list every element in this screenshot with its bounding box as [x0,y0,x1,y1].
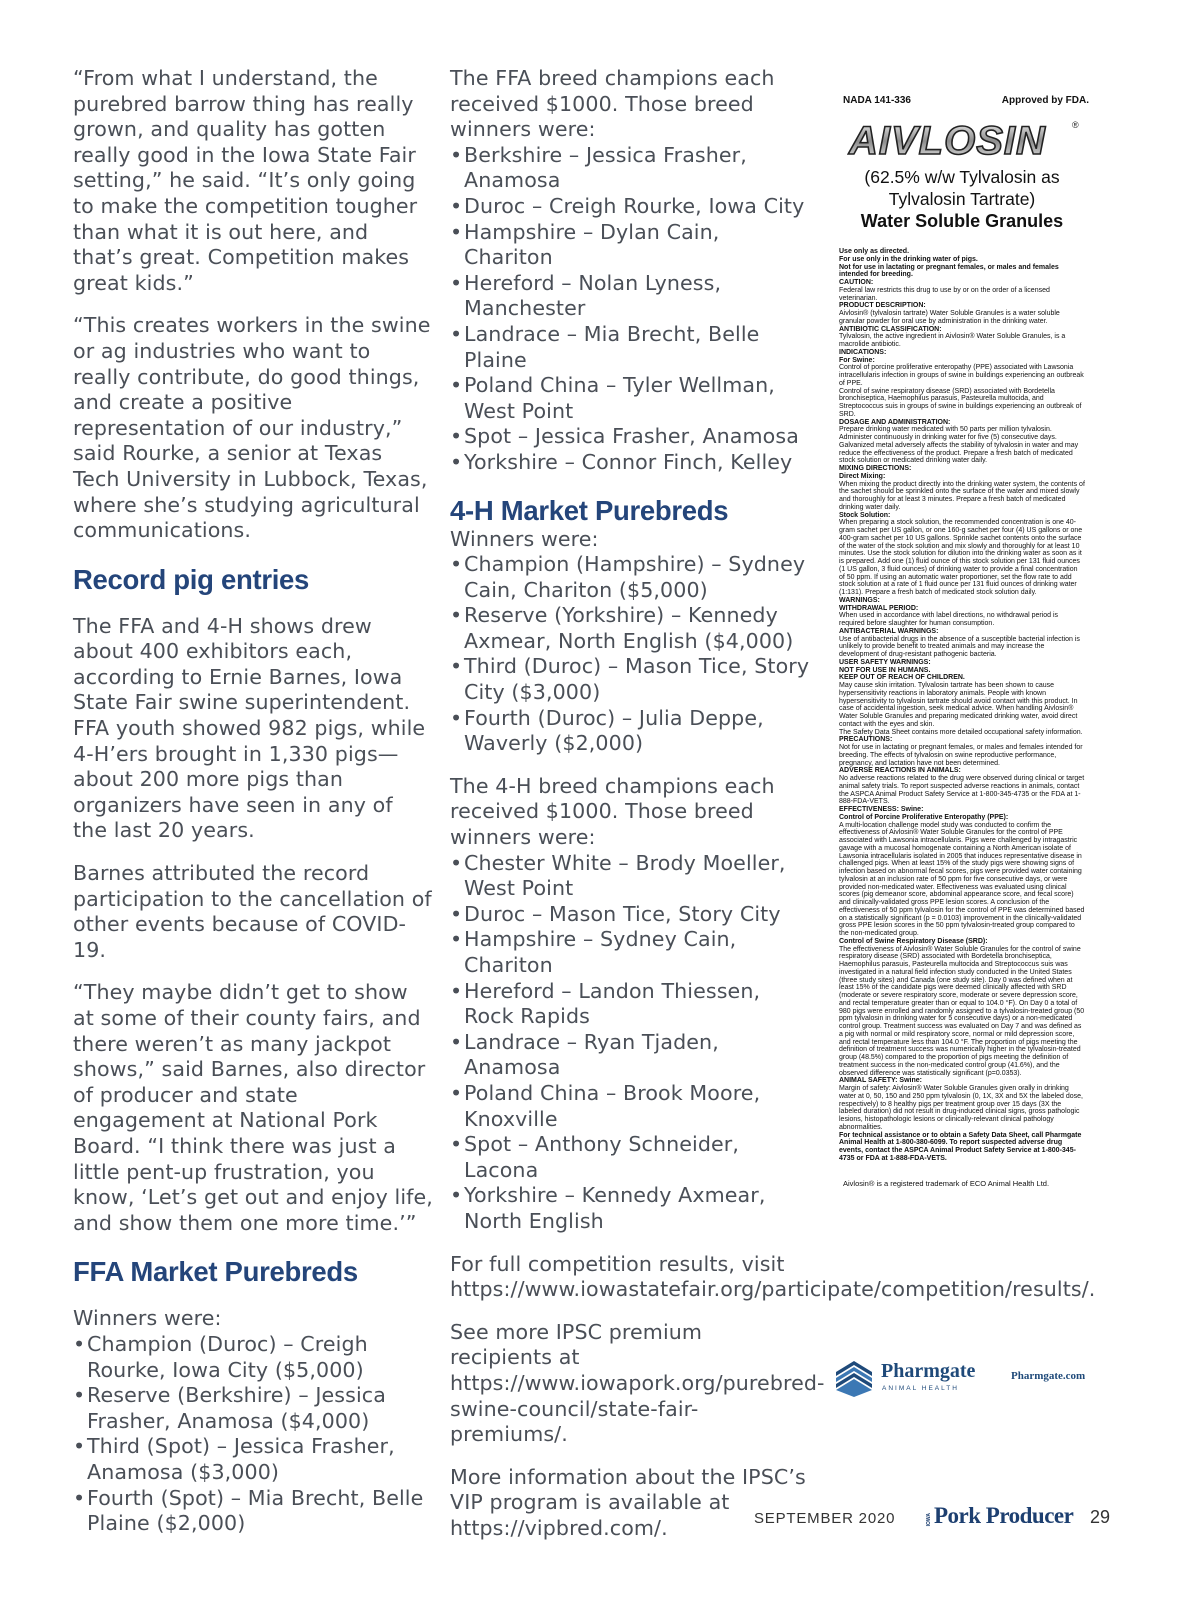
exhibitors-paragraph: The FFA and 4-H shows drew about 400 exhibitors each, according to Ernie Barnes, Iowa State Fair swine superintendent. FFA youth showed 982 pigs, while 4-H’ers brought in 1,330 pigs—about 200 more pigs than organizers have seen in any of the last 20 years. [73,613,426,843]
ad-label-heading: Control of Porcine Proliferative Enteropathy (PPE): [839,813,1009,821]
list-item: • Landrace – Mia Brecht, Belle Plaine [450,322,810,373]
ad-label-line: When preparing a stock solution, the recommended concentration is one 40-gram sachet per US gallon, or one 160-g sachet per four (4) US gallons or one 400-gram sachet per 10 US gallons. Sprinkle sachet contents onto the surface of the water of the stock solution and mix slowly and thoroughly for at least 10 minutes. Use the stock solution for dilution into the drinking water as soon as it is prepared. Add one (1) fluid ounce of this stock solution per 131 fluid ounces (1 US gallon, 3 fluid ounces) of drinking water to provide a final concentration of 50 ppm. If using an automatic water proportioner, set the flow rate to add stock solution at a rate of 1 fluid ounce per 131 fluid ounces of drinking water (1:131). Prepare a fresh batch of medicated stock solution daily. [839,519,1083,596]
ad-label-heading: ANTIBIOTIC CLASSIFICATION: [839,325,942,333]
ad-label-heading: Control of Swine Respiratory Disease (SRD): [839,937,988,945]
list-item: • Hereford – Nolan Lyness, Manchester [450,271,810,322]
ad-label-line: Margin of safety: Aivlosin® Water Soluble Granules given orally in drinking water at 0, 50, 150 and 250 ppm tylvalosin (0, 1X, 3X and 5X the labeled dose, respectively) to 8 healthy pigs per treatment group over 15 days (3X the labeled duration) did not result in drug-induced clinical signs, gross pathologic lesions, histopathologic lesions or clinically-relevant clinical pathology abnormalities. [839,1085,1083,1131]
ad-header [827,82,1097,106]
4h-market-purebreds-heading: 4-H Market Purebreds [450,494,729,526]
ad-formulation: Water Soluble Granules [860,211,1064,231]
list-item: • Poland China – Tyler Wellman, West Point [450,373,810,424]
ad-label-line: Federal law restricts this drug to use by or on the order of a licensed veterinarian. [839,286,1050,302]
ad-label-line: When mixing the product directly into the drinking water system, the contents of the sachet should be sprinkled onto the surface of the water and mixed slowly and thoroughly for at least 3 minutes. Prepare a fresh batch of medicated drinking water daily. [839,480,1085,511]
list-item: • Hampshire – Dylan Cain, Chariton [450,220,810,271]
4h-breed-champions-paragraph: The 4-H breed champions each received $1000. Those breed winners were: [450,773,775,850]
list-item: • Duroc – Mason Tice, Story City [450,902,810,928]
ad-label-heading: INDICATIONS: [839,348,887,356]
nada-number: NADA 141-336 [843,95,911,106]
ad-concentration: (62.5% w/w Tylvalosin as Tylvalosin Tartrate) [864,167,1060,209]
ffa-winners-intro: Winners were: [73,1306,222,1331]
ad-label-line: Tylvalosin, the active ingredient in Aivlosin® Water Soluble Granules, is a macrolide antibiotic. [839,333,1066,348]
ad-label-heading: EFFECTIVENESS: Swine: [839,806,924,813]
aivlosin-advertisement [827,82,1097,1417]
page-footer [754,1503,1154,1538]
4h-market-winners-list [450,552,810,757]
list-item: • Champion (Duroc) – Creigh Rourke, Iowa City ($5,000) [73,1332,433,1383]
list-item: • Fourth (Duroc) – Julia Deppe, Waverly ($2,000) [450,706,810,757]
pharmgate-url: Pharmgate.com [1011,1370,1086,1382]
list-item: • Spot – Jessica Frasher, Anamosa [450,424,810,450]
list-item: • Spot – Anthony Schneider, Lacona [450,1132,810,1183]
list-item: • Reserve (Yorkshire) – Kennedy Axmear, North English ($4,000) [450,603,810,654]
ad-label-heading: Stock Solution: [839,511,891,519]
list-item: • Poland China – Brook Moore, Knoxville [450,1081,810,1132]
quote-paragraph-2: “This creates workers in the swine or ag industries who want to really contribute, do good things, and create a positive representation of our industry,” said Rourke, a senior at Texas Tech University in Lubbock, Texas, where she’s studying agricultural communications. [73,313,431,543]
record-pig-entries-heading: Record pig entries [73,563,310,595]
vip-program-paragraph: More information about the IPSC’s VIP program is available at https://vipbred.com/. [450,1464,806,1540]
svg-text:®: ® [1072,120,1079,130]
list-item: • Hereford – Landon Thiessen, Rock Rapids [450,979,810,1030]
ad-label-heading: ANIMAL SAFETY: Swine: [839,1077,922,1085]
ad-label-line: May cause skin irritation. Tylvalosin tartrate has been shown to cause hypersensitivity reactions in laboratory animals. People with known hypersensitivity to tylvalosin tartrate should avoid contact with this product. In case of accidental ingestion, seek medical advice. When handling Aivlosin® Water Soluble Granules and preparing medicated drinking water, avoid direct contact with the eyes and skin. [839,682,1078,728]
ad-label-heading: ANTIBACTERIAL WARNINGS: [839,627,939,635]
ad-label-heading: Direct Mixing: [839,472,886,480]
4h-winners-intro: Winners were: [450,526,599,551]
ad-label-line: Control of porcine proliferative enteropathy (PPE) associated with Lawsonia intracellularis infection in groups of swine in buildings experiencing an outbreak of PPE. [839,364,1084,387]
ad-label-heading: PRODUCT DESCRIPTION: [839,302,926,310]
pharmgate-logo-block [835,1360,1097,1408]
list-item: • Champion (Hampshire) – Sydney Cain, Chariton ($5,000) [450,552,810,603]
list-item: • Third (Spot) – Jessica Frasher, Anamosa ($3,000) [73,1434,433,1485]
ad-label-line: The effectiveness of Aivlosin® Water Soluble Granules for the control of swine respiratory disease (SRD) associated with Bordetella bronchiseptica, Haemophilus parasuis, Pasteurella multocida and Streptococcus suis was investigated in a natural field infection study conducted in the United States (three study sites) and Canada (one study site). Day 0 was defined when at least 15% of the candidate pigs were deemed clinically affected with SRD (moderate or severe respiratory score, moderate or severe depression score, and rectal temperature greater than or equal to 104.0 °F). On Day 0 a total of 980 pigs were enrolled and randomly assigned to a tylvalosin-treated group (50 ppm tylvalosin in drinking water for 5 consecutive days) or a non-medicated control group. Treatment success was evaluated on Day 7 and was defined as a pig with normal or mild respiratory score, normal or mild depression score, and rectal temperature less than 104.0 °F. The proportion of pigs meeting the definition of treatment success was numerically higher in the tylvalosin-treated group (48.5%) compared to the proportion of pigs meeting the definition of treatment success in the non-medicated control group (41.6%), and the observed difference was statistically significant (p=0.0353). [839,945,1085,1077]
ad-label-line: Aivlosin® (tylvalosin tartrate) Water Soluble Granules is a water soluble granular powder for oral use by administration in the drinking water. [839,310,1060,325]
ad-label-line: When used in accordance with label directions, no withdrawal period is required before slaughter for human consumption. [839,612,1059,627]
list-item: • Duroc – Creigh Rourke, Iowa City [450,194,810,220]
list-item: • Fourth (Spot) – Mia Brecht, Belle Plaine ($2,000) [73,1486,433,1537]
ad-label-heading: PRECAUTIONS: [839,736,893,744]
ad-label-line: Use of antibacterial drugs in the absence of a susceptible bacterial infection is unlikely to provide benefit to treated animals and may increase the development of drug-resistant pathogenic bacteria. [839,635,1080,658]
ffa-market-winners-list [73,1332,433,1537]
list-item: • Hampshire – Sydney Cain, Chariton [450,927,810,978]
ffa-breed-champions-paragraph: The FFA breed champions each received $1000. Those breed winners were: [450,66,775,142]
list-item: • Reserve (Berkshire) – Jessica Frasher, Anamosa ($4,000) [73,1383,433,1434]
premium-recipients-paragraph: See more IPSC premium recipients at https://www.iowapork.org/purebred-swine-council/state-fair-premiums/. [450,1319,825,1447]
pharmgate-name: Pharmgate [881,1360,976,1382]
list-item: • Chester White – Brody Moeller, West Point [450,851,810,902]
ad-label-heading: ADVERSE REACTIONS IN ANIMALS: [839,767,961,775]
magazine-name: Pork Producer [934,1503,1074,1528]
ad-label-line: Not for use in lactating or pregnant females, or males and females intended for breeding. The effects of tylvalosin on swine reproductive performance, pregnancy, and lactation have not been determined. [839,744,1083,767]
list-item: • Third (Duroc) – Mason Tice, Story City ($3,000) [450,654,810,705]
fda-approval: Approved by FDA. [1001,95,1089,106]
aivlosin-logo [847,118,1083,160]
magazine-state-label: IOWA [926,1513,932,1527]
article-column-1 [73,66,433,1554]
ad-label-line: Galvanized metal adversely affects the stability of tylvalosin in water and may reduce the effectiveness of the product. Prepare a fresh batch of medicated stock solution or medicated drinking water daily. [839,441,1079,465]
ad-label-heading: DOSAGE AND ADMINISTRATION: [839,418,951,426]
ffa-breed-winners-list [450,143,810,476]
ad-label-heading: KEEP OUT OF REACH OF CHILDREN. [839,674,965,682]
barnes-quote-paragraph: “They maybe didn’t get to show at some of their county fairs, and there weren’t as many jackpot shows,” said Barnes, also director of producer and state engagement at National Pork Board. “I think there was just a little pent-up frustration, you know, ‘Let’s get out and enjoy life, and show them one more time.’” [73,980,433,1235]
issue-date: SEPTEMBER 2020 [754,1510,896,1527]
list-item: • Landrace – Ryan Tjaden, Anamosa [450,1030,810,1081]
trademark-note: Aivlosin® is a registered trademark of ECO Animal Health Ltd. [843,1178,1050,1188]
list-item: • Yorkshire – Connor Finch, Kelley [450,450,810,476]
covid-paragraph: Barnes attributed the record participation to the cancellation of other events because of COVID-19. [73,861,432,962]
4h-breed-winners-list [450,851,810,1235]
ad-label-line: The Safety Data Sheet contains more detailed occupational safety information. [839,728,1083,736]
ad-product-subtitle [827,166,1097,232]
ad-label-heading: CAUTION: [839,279,874,286]
ad-label-line: Control of swine respiratory disease (SRD) associated with Bordetella bronchiseptica, Haemophilus parasuis, Pasteurella multocida, and Streptococcus suis in groups of swine in buildings experiencing an outbreak of SRD. [839,387,1082,418]
ad-label-line: No adverse reactions related to the drug were observed during clinical or target animal safety trials. To report suspected adverse reactions in animals, contact the ASPCA Animal Product Safety Service at 1-800-345-4735 or the FDA at 1-888-FDA-VETS. [839,775,1085,806]
list-item: • Berkshire – Jessica Frasher, Anamosa [450,143,810,194]
ad-label-heading: For technical assistance or to obtain a Safety Data Sheet, call Pharmgate Animal Health at 1-800-380-6099. To report suspected adverse drug events, contact the ASPCA Animal Product Safety Service at 1-800-345-4735 or FDA at 1-888-FDA-VETS. [839,1131,1082,1162]
list-item: • Yorkshire – Kennedy Axmear, North English [450,1183,810,1234]
pharmgate-logo-icon [835,1360,873,1398]
pharmgate-tagline: ANIMAL HEALTH [882,1385,959,1392]
aivlosin-logo-graphic [847,118,1083,160]
page-number: 29 [1090,1507,1111,1527]
ad-label-heading: NOT FOR USE IN HUMANS. [839,666,931,674]
ffa-market-purebreds-heading: FFA Market Purebreds [73,1256,358,1288]
ad-label-heading: Not for use in lactating or pregnant females, or males and females intended for breeding. [839,263,1059,279]
ad-label-heading: WITHDRAWAL PERIOD: [839,604,919,612]
ad-label-heading: MIXING DIRECTIONS: [839,465,912,472]
competition-results-paragraph: For full competition results, visit https://www.iowastatefair.org/participate/competition/results/. [450,1251,1096,1302]
ad-label-heading: For use only in the drinking water of pigs. [839,255,978,263]
ad-label-heading: WARNINGS: [839,596,880,604]
ad-label-text [839,248,1085,1163]
quote-paragraph-1: “From what I understand, the purebred barrow thing has really grown, and quality has gotten really good in the Iowa State Fair setting,” he said. “It’s only going to make the competition tougher than what it is out here, and that’s great. Competition makes great kids.” [73,66,418,295]
ad-label-line: A multi-location challenge model study was conducted to confirm the effectiveness of Aivlosin® Water Soluble Granules for the control of PPE associated with Lawsonia intracellularis. Pigs were challenged by intragastric gavage with a mucosal homogenate containing a North American isolate of Lawsonia intracellularis isolated in 2005 that induces representative disease in challenged pigs. When at least 15% of the study pigs were showing signs of infection based on abnormal fecal scores, pigs were provided water containing tylvalosin at an inclusion rate of 50 ppm for five consecutive days, or were provided non-medicated water. Effectiveness was evaluated using clinical scores (pig demeanor score, abdominal appearance score, and fecal score) and clinically-validated gross PPE lesion scores. A conclusion of the effectiveness of 50 ppm tylvalosin for the control of PPE was determined based on a statistically significant (p = 0.0103) improvement in the clinically-validated gross PPE lesion scores in the 50 ppm tylvalosin-treated group compared to the non-medicated group. [839,821,1085,937]
ad-label-line: Prepare drinking water medicated with 50 parts per million tylvalosin. Administer continuously in drinking water for five (5) consecutive days. [839,426,1057,441]
svg-text:AIVLOSIN: AIVLOSIN [849,119,1046,160]
ad-label-heading: USER SAFETY WARNINGS: [839,658,931,666]
ad-label-heading: Use only as directed. [839,248,910,255]
ad-label-heading: For Swine: [839,356,875,364]
